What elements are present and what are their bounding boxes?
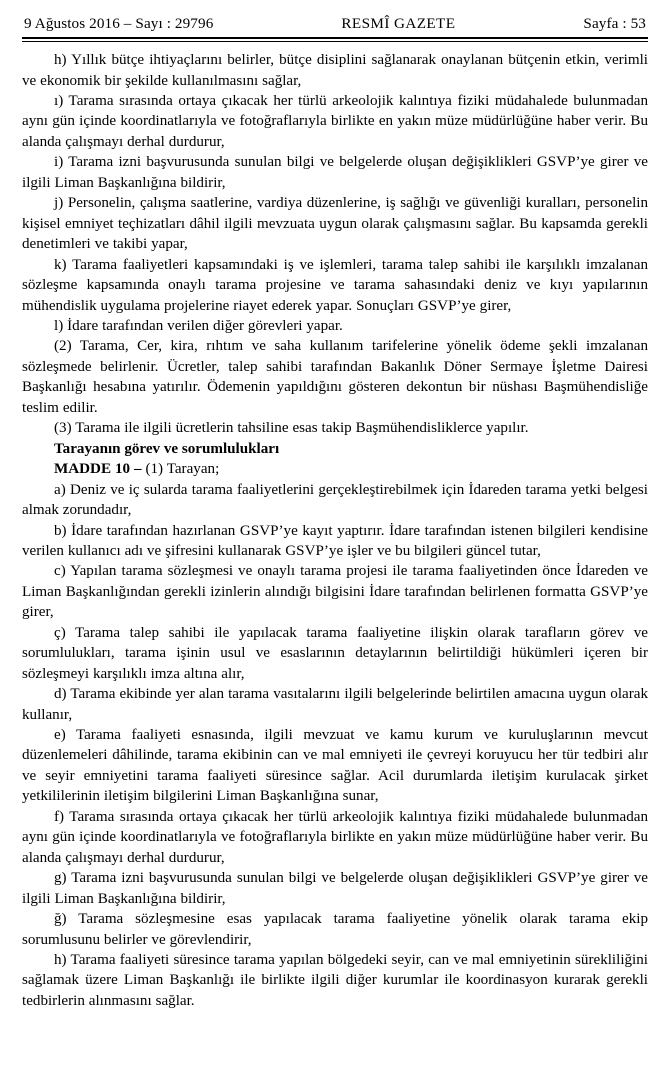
paragraph-item-j-personel: j) Personelin, çalışma saatlerine, vardiya düzenlerine, iş sağlığı ve güvenliği kuralları, personelin kişisel emniyet teçhizatları dâhil ilgili mevzuata uygun olarak çalışmasını sağlar. Bu kapsamda gerekli denetimleri ve takibi yapar, [22, 195, 648, 253]
page-number: Sayfa : 53 [583, 15, 646, 32]
paragraph-item-h-butce: h) Yıllık bütçe ihtiyaçlarını belirler, bütçe disiplini sağlanarak onaylanan bütçenin etkin, verimli ve ekonomik bir şekilde kullanılmasını sağlar, [22, 52, 648, 89]
paragraph-item-i-tarama-izni: i) Tarama izni başvurusunda sunulan bilgi ve belgelerde oluşan değişiklikleri GSVP’ye girer ve ilgili Liman Başkanlığına bildirir, [22, 154, 648, 191]
paragraph-fikra-2: (2) Tarama, Cer, kira, rıhtım ve saha kullanım tarifelerine yönelik ödeme şekli imzalanan sözleşmede belirlenir. Ücretler, talep sahibi tarafından Bakanlık Döner Sermaye İşletme Dairesi Başkanlığı hesabına yatırılır. Ödemenin yapıldığını gösteren dekontun bir nüshası Başmühendisliğe teslim edilir. [22, 338, 648, 416]
paragraph-item-f-arkeolojik: f) Tarama sırasında ortaya çıkacak her türlü arkeolojik kalıntıya fiziki müdahalede bulunmadan aynı gün içinde koordinatlarıyla ve fotoğraflarıyla birlikte en yakın müze müdürlüğüne haber verir. Bu alanda çalışmayı derhal durdurur, [22, 808, 648, 866]
madde-10-rest: (1) Tarayan; [141, 461, 220, 478]
paragraph-item-i-dotless-tarama: ı) Tarama sırasında ortaya çıkacak her türlü arkeolojik kalıntıya fiziki müdahalede bulunmadan aynı gün içinde koordinatlarıyla ve fotoğraflarıyla birlikte en yakın müze müdürlüğüne haber verir. Bu alanda çalışmayı derhal durdurur, [22, 92, 648, 150]
gazette-date-issue: 9 Ağustos 2016 – Sayı : 29796 [24, 15, 214, 32]
paragraph-item-a-deniz: a) Deniz ve iç sularda tarama faaliyetlerini gerçekleştirebilmek için İdareden tarama yetki belgesi almak zorundadır, [22, 481, 648, 519]
paragraph-item-k-faaliyetler: k) Tarama faaliyetleri kapsamındaki iş ve işlemleri, tarama talep sahibi ile karşılıklı imzalanan sözleşme kapsamında onaylı tarama projesine ve tarama sahasındaki deniz ve kıyı yapılarının mühendislik uygulama projelerine riayet ederek yapar. Sonuçları GSVP’ye girer, [22, 256, 648, 314]
paragraph-item-b-gsvp-kayit: b) İdare tarafından hazırlanan GSVP’ye kayıt yaptırır. İdare tarafından istenen bilgileri kendisine verilen kullanıcı adı ve şifresini kullanarak GSVP’ye işler ve bu bilgileri güncel tutar, [22, 522, 648, 559]
madde-10-line [22, 459, 648, 479]
paragraph-item-h-seyir: h) Tarama faaliyeti süresince tarama yapılan bölgedeki seyir, can ve mal emniyetinin sürekliliğini sağlamak üzere Liman Başkanlığı ile birlikte ilgili diğer kurumlar ile koordinasyon kurarak gerekli tedbirlerin alınmasını sağlar. [22, 952, 648, 1009]
header-double-rule [22, 37, 648, 42]
paragraph-item-l-idare: l) İdare tarafından verilen diğer görevleri yapar. [54, 317, 343, 334]
paragraph-item-g-breve-ekip: ğ) Tarama sözleşmesine esas yapılacak tarama faaliyetine yönelik olarak tarama ekip sorumlusunu belirler ve görevlendirir, [22, 911, 648, 948]
paragraph-item-c-cedilla-talep: ç) Tarama talep sahibi ile yapılacak tarama faaliyetine ilişkin olarak tarafların görev ve sorumlulukları, tarama işinin usul ve esaslarının detaylarının belirtildiği hükümleri içeren bir sözleşmeyi karşılıklı imza altına alır, [22, 624, 648, 682]
paragraph-item-g-tarama-izni: g) Tarama izni başvurusunda sunulan bilgi ve belgelerde oluşan değişiklikleri GSVP’ye girer ve ilgili Liman Başkanlığına bildirir, [22, 870, 648, 907]
running-head [22, 14, 648, 33]
header-rule-thin [22, 41, 648, 42]
paragraph-item-e-emniyet: e) Tarama faaliyeti esnasında, ilgili mevzuat ve kamu kurum ve kuruluşlarının mevcut düzenlemeleri dâhilinde, tarama ekibinin can ve mal emniyeti ile çevreyi koruyucu her tür tedbiri alır ve seyir emniyetini tarama faaliyeti süresince sağlar. Acil durumlarda iletişim kurulacak şirket yetkililerinin iletişim bilgilerini Liman Başkanlığına sunar, [22, 727, 648, 805]
madde-10-label: MADDE 10 – [54, 461, 142, 478]
section-heading: Tarayanın görev ve sorumlulukları [54, 440, 280, 457]
paragraph-fikra-3: (3) Tarama ile ilgili ücretlerin tahsiline esas takip Başmühendisliklerce yapılır. [54, 420, 529, 437]
body-column [22, 50, 648, 1011]
paragraph-item-c-sozlesme: c) Yapılan tarama sözleşmesi ve onaylı tarama projesi ile tarama faaliyetinden önce İdareden ve Liman Başkanlığından gerekli izinlerin alındığı bilgisini İdare tarafından belirlenen formatta GSVP’ye girer, [22, 563, 648, 621]
paragraph-item-d-ekip-vasita: d) Tarama ekibinde yer alan tarama vasıtalarını ilgili belgelerinde belirtilen amacına uygun olarak kullanır, [22, 686, 648, 723]
gazette-title: RESMÎ GAZETE [341, 15, 456, 32]
